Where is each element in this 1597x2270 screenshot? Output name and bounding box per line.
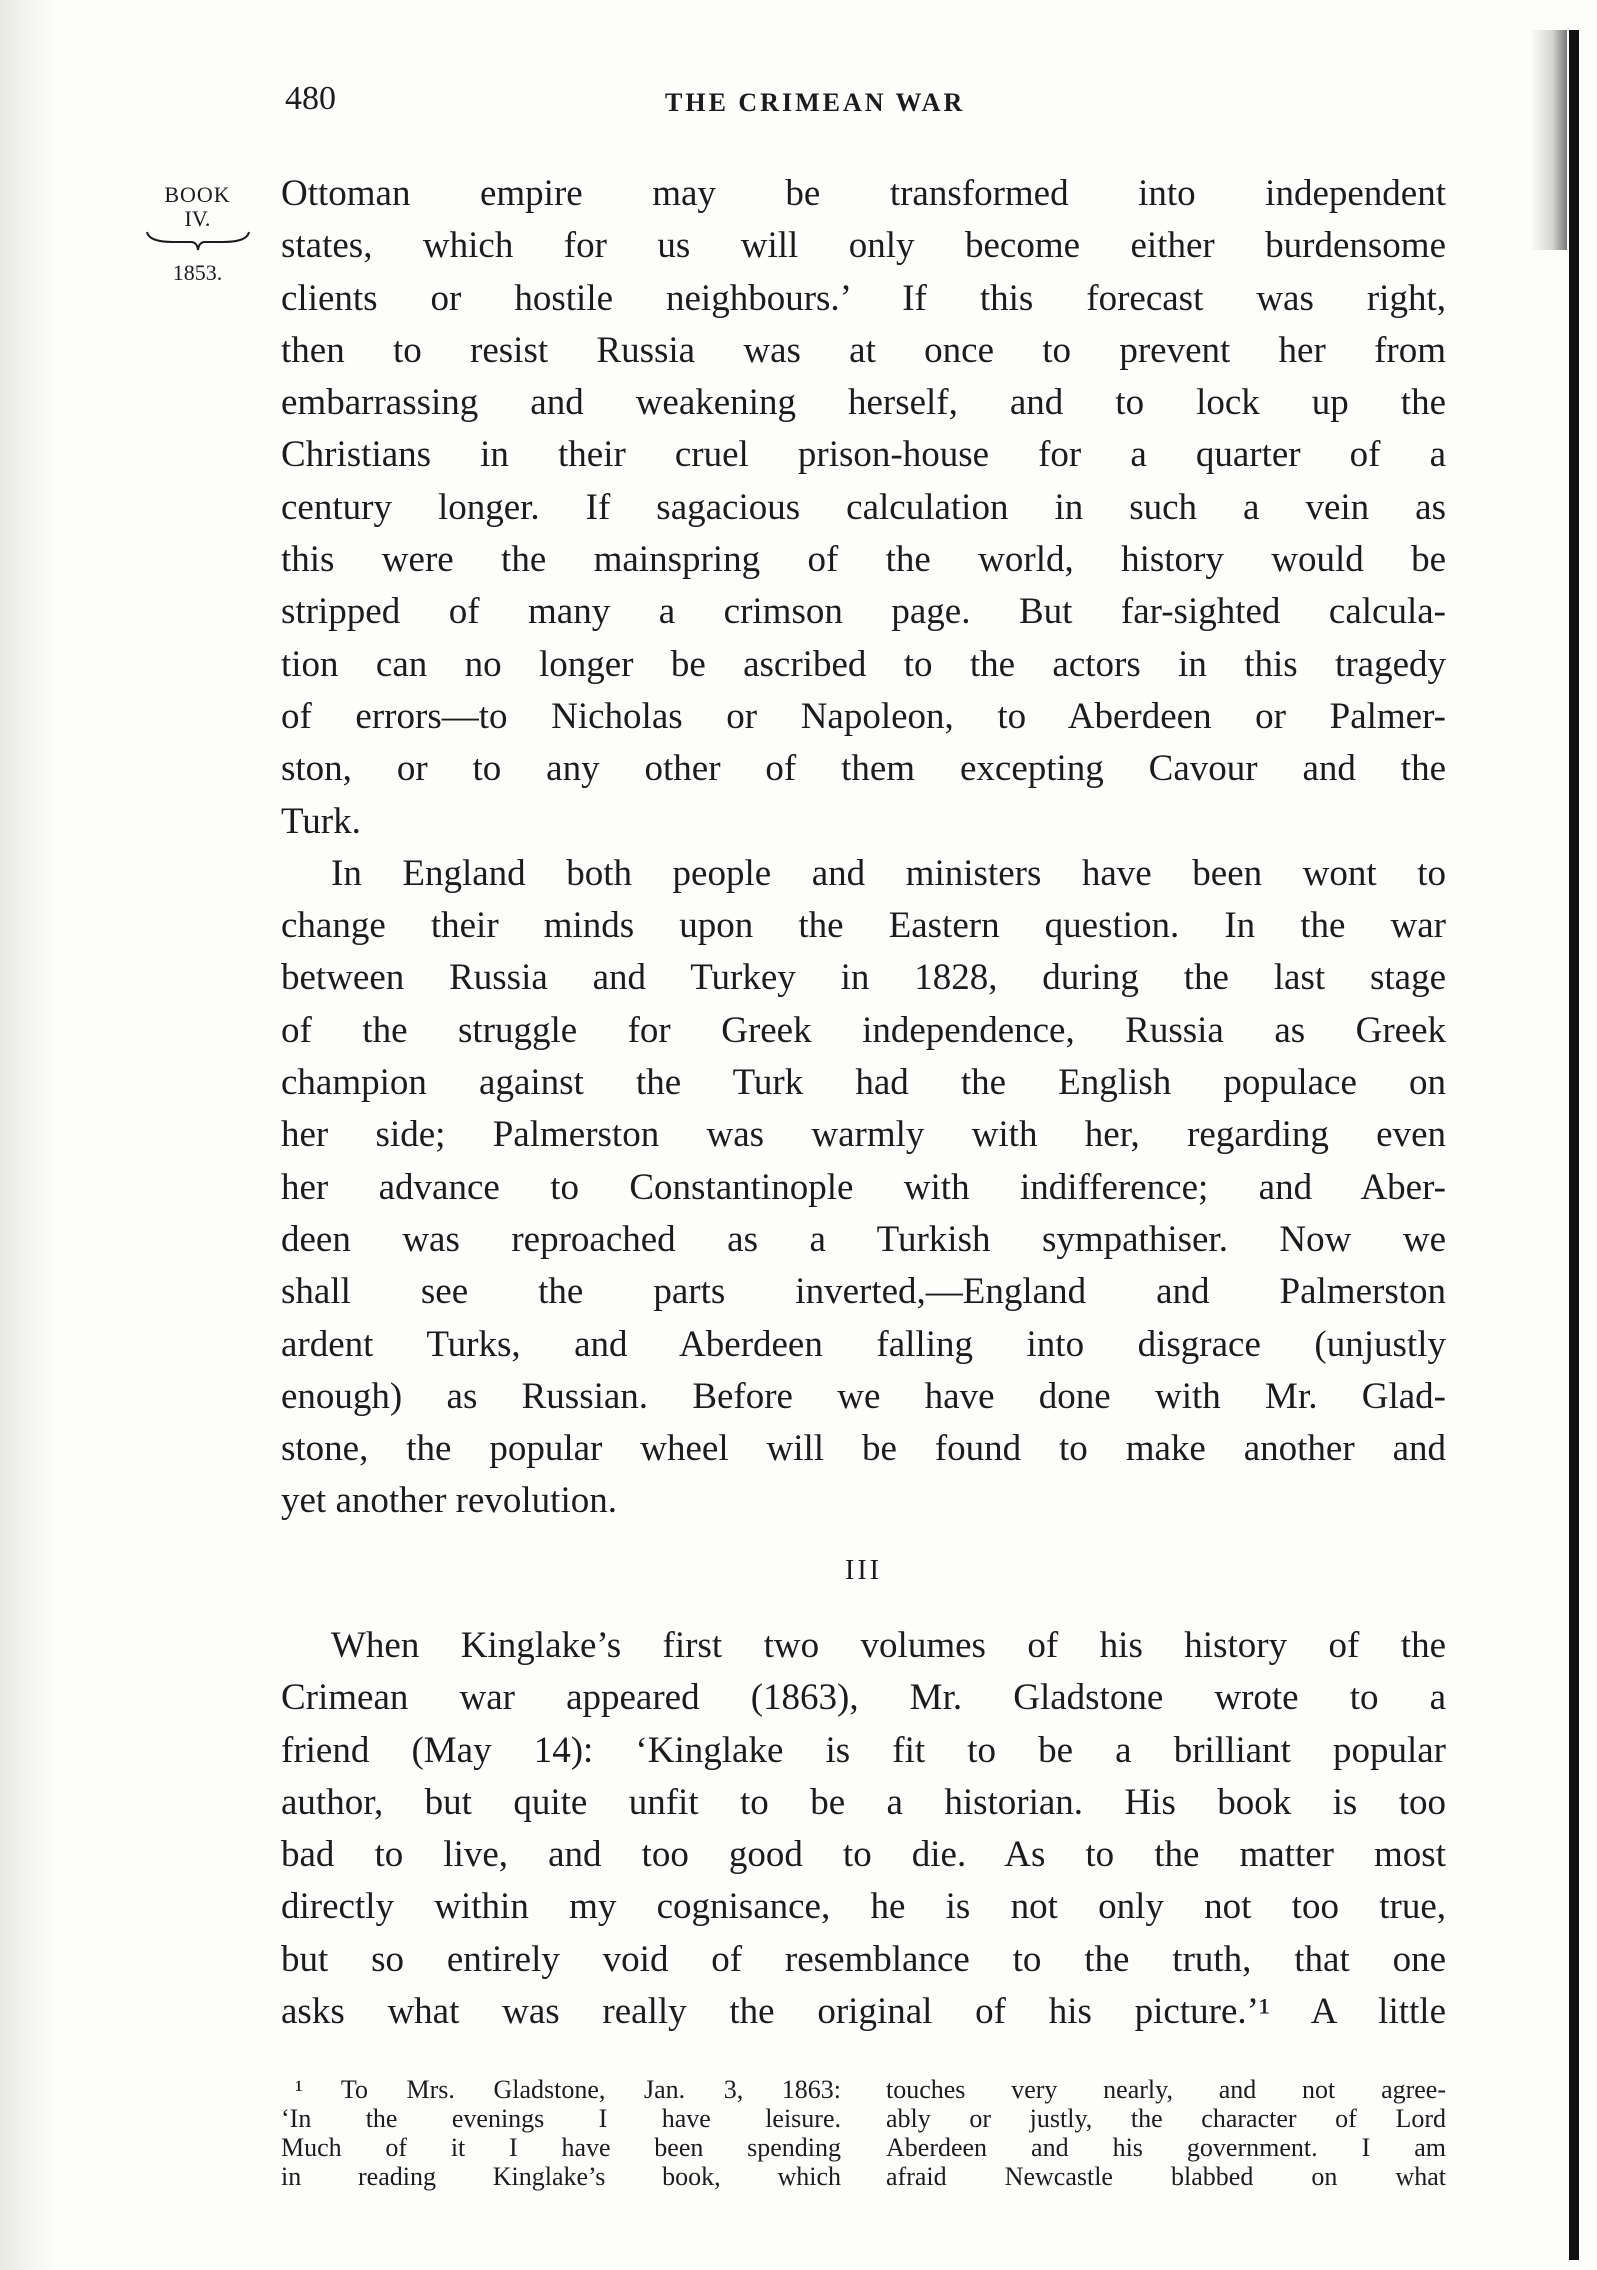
text-line: deen was reproached as a Turkish sympathiser. Now we [281,1218,1446,1260]
page-edge-shadow-right [1531,30,1567,250]
text-line: ardent Turks, and Aberdeen falling into disgrace (unjustly [281,1323,1446,1365]
footnote-line: in reading Kinglake’s book, which [281,2162,841,2191]
text-line: of errors—to Nicholas or Napoleon, to Aberdeen or Palmer- [281,695,1446,737]
running-title: THE CRIMEAN WAR [665,88,966,117]
footnote-line: touches very nearly, and not agree- [886,2075,1446,2104]
text-line: asks what was really the original of his picture.’¹ A little [281,1991,1446,2033]
footnote-line: ‘In the evenings I have leisure. [281,2104,841,2133]
text-line: change their minds upon the Eastern question. In the war [281,905,1446,947]
text-line: embarrassing and weakening herself, and to lock up the [281,382,1446,424]
text-line: then to resist Russia was at once to prevent her from [281,329,1446,371]
text-line: Ottoman empire may be transformed into independent [281,173,1446,214]
footnote-line: Much of it I have been spending [281,2133,841,2162]
text-line: Turk. [281,800,361,842]
text-line: stone, the popular wheel will be found to make another and [281,1428,1446,1470]
margin-year-label: 1853. [172,260,223,285]
binding-edge [1569,30,1579,2260]
text-line: but so entirely void of resemblance to the truth, that one [281,1938,1446,1980]
text-line: In England both people and ministers have been wont to [331,852,1446,894]
section-text [281,1620,1446,2038]
text-line: yet another revolution. [281,1480,617,1522]
footnote-column-left [281,2075,841,2191]
text-line: bad to live, and too good to die. As to the matter most [281,1834,1446,1876]
text-line: author, but quite unfit to be a historian. His book is too [281,1781,1446,1823]
text-line: her side; Palmerston was warmly with her, regarding even [281,1114,1446,1156]
text-line: this were the mainspring of the world, history would be [281,539,1446,581]
footnote-line: ably or justly, the character of Lord [886,2104,1446,2133]
text-line: clients or hostile neighbours.’ If this forecast was right, [281,277,1446,319]
text-line: When Kinglake’s first two volumes of his history of the [331,1625,1446,1666]
margin-note [135,182,260,286]
margin-volume-label: IV. [184,206,211,231]
text-line: shall see the parts inverted,—England and Palmerston [281,1271,1446,1313]
margin-book-label: BOOK [164,182,231,207]
text-line: century longer. If sagacious calculation in such a vein as [281,486,1446,528]
page-header [285,80,1450,130]
text-line: stripped of many a crimson page. But far-sighted calcula- [281,591,1446,633]
text-line: friend (May 14): ‘Kinglake is fit to be a brilliant popular [281,1729,1446,1771]
section-heading: III [845,1555,882,1586]
text-line: Christians in their cruel prison-house for a quarter of a [281,434,1446,476]
text-line: ston, or to any other of them excepting Cavour and the [281,748,1446,790]
text-line: between Russia and Turkey in 1828, during the last stage [281,957,1446,999]
page-number: 480 [285,80,336,117]
footnote-column-right [886,2075,1446,2191]
main-text [281,168,1446,1528]
footnote-line: Aberdeen and his government. I am [886,2133,1446,2162]
text-line: directly within my cognisance, he is not only not too true, [281,1886,1446,1928]
text-line: enough) as Russian. Before we have done with Mr. Glad- [281,1375,1446,1417]
text-line: tion can no longer be ascribed to the actors in this tragedy [281,643,1446,685]
footnote-line: ¹ To Mrs. Gladstone, Jan. 3, 1863: [295,2075,841,2104]
text-line: Crimean war appeared (1863), Mr. Gladstone wrote to a [281,1677,1446,1719]
footnote-line: afraid Newcastle blabbed on what [886,2162,1446,2191]
text-line: champion against the Turk had the English populace on [281,1062,1446,1104]
page-edge-shadow-left [0,0,60,2270]
text-line: of the struggle for Greek independence, Russia as Greek [281,1009,1446,1051]
text-line: her advance to Constantinople with indifference; and Aber- [281,1166,1446,1208]
text-line: states, which for us will only become either burdensome [281,225,1446,267]
